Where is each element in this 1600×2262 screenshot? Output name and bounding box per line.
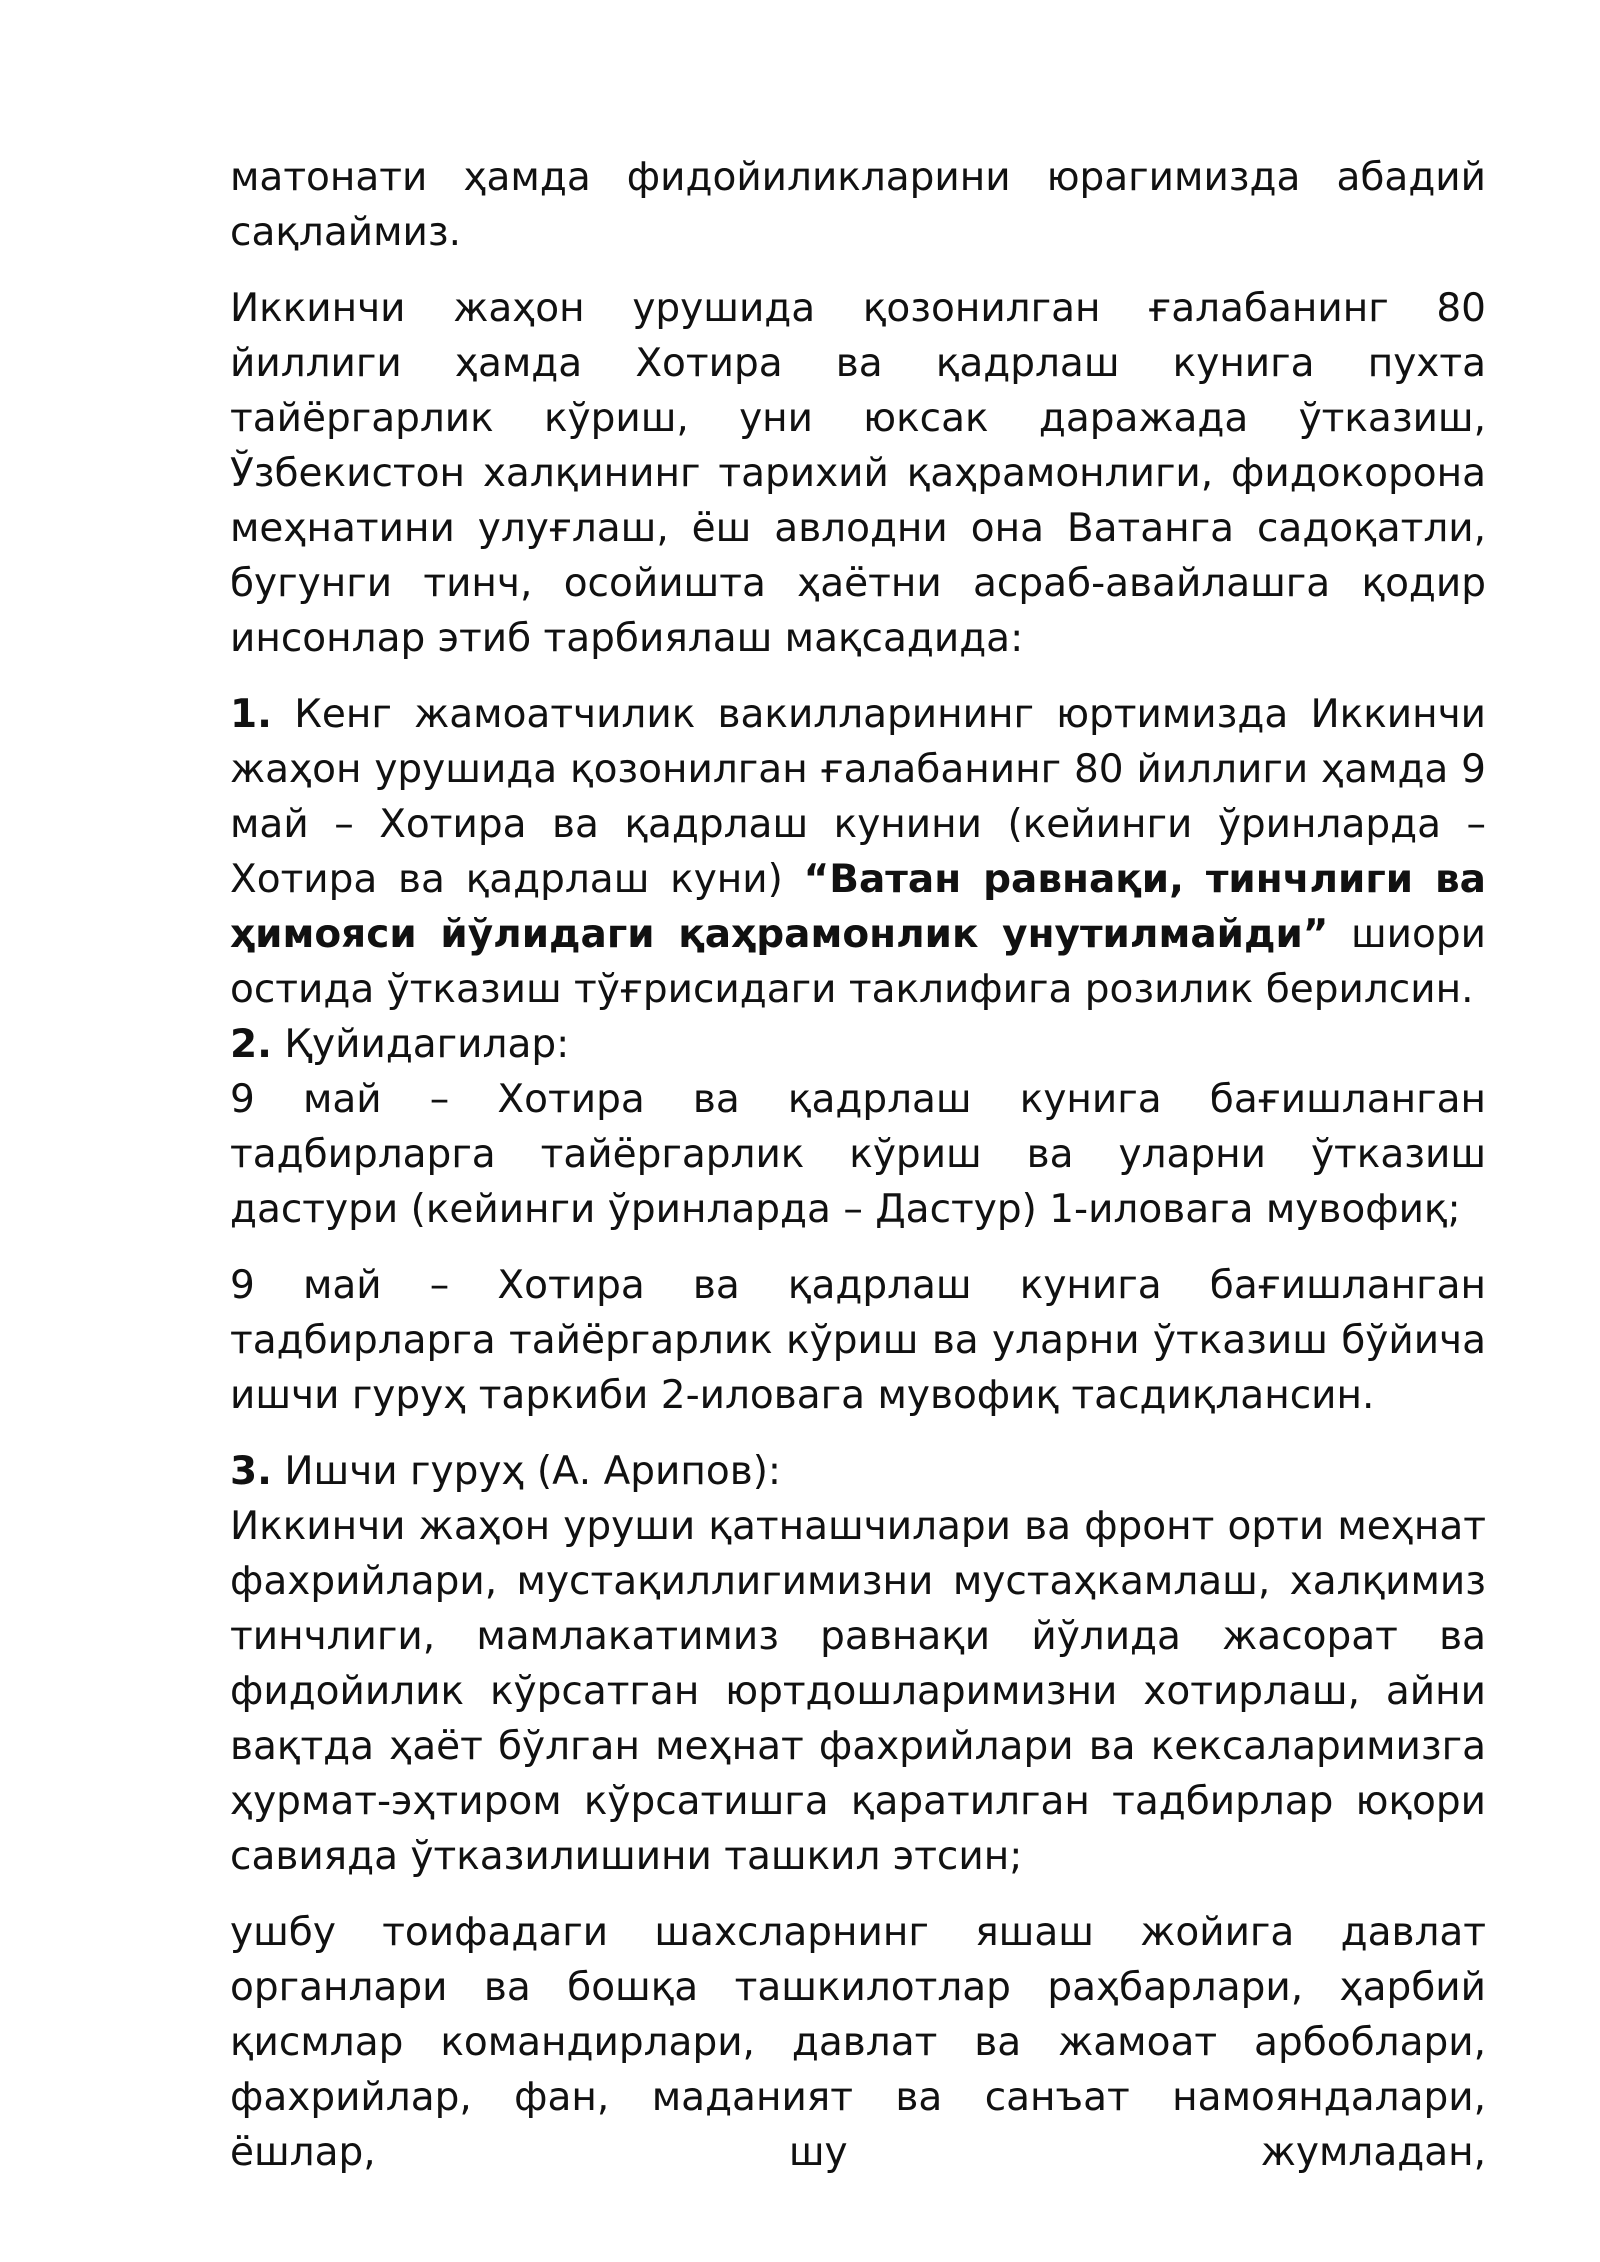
item-1-slogan: “Ватан равнақи, тинчлиги ва ҳимояси йўлидаги қаҳрамонлик унутилмайди” xyxy=(230,857,1486,957)
item-3-number: 3. xyxy=(230,1449,272,1494)
item-1-text-b: шиори остида ўтказиш тўғрисидаги таклифига розилик берилсин. xyxy=(230,912,1486,1012)
item-3-title: Ишчи гуруҳ (А. Арипов): xyxy=(284,1449,782,1494)
item-2-text-2: 9 май – Хотира ва қадрлаш кунига бағишланган тадбирларга тайёргарлик кўриш ва уларни ўтказиш бўйича ишчи гуруҳ таркиби 2-иловага мувофиқ тасдиқлансин. xyxy=(230,1263,1486,1418)
paragraph-continuation: матонати ҳамда фидойиликларини юрагимизда абадий сақлаймиз. xyxy=(230,155,1486,255)
item-1-number: 1. xyxy=(230,692,272,737)
item-3-heading xyxy=(230,1444,1486,1499)
paragraph-preamble: Иккинчи жаҳон урушида қозонилган ғалабанинг 80 йиллиги ҳамда Хотира ва қадрлаш кунига пухта тайёргарлик кўриш, уни юксак даражада ўтказиш, Ўзбекистон халқининг тарихий қаҳрамонлиги, фидокорона меҳнатини улуғлаш, ёш авлодни она Ватанга садоқатли, бугунги тинч, осойишта ҳаётни асраб-авайлашга қодир инсонлар этиб тарбиялаш мақсадида: xyxy=(230,286,1486,661)
item-2-text-1: 9 май – Хотира ва қадрлаш кунига бағишланган тадбирларга тайёргарлик кўриш ва уларни ўтказиш дастури (кейинги ўринларда – Дастур) 1-иловага мувофиқ; xyxy=(230,1077,1486,1232)
item-3-text-2: ушбу тоифадаги шахсларнинг яшаш жойига давлат органлари ва бошқа ташкилотлар раҳбарлари, ҳарбий қисмлар командирлари, давлат ва жамоат арбоблари, фахрийлар, фан, маданият ва санъат намояндалари, ёшлар, шу жумладан, xyxy=(230,1910,1486,2175)
item-1 xyxy=(230,687,1486,1017)
item-2-heading xyxy=(230,1017,1486,1072)
document-page xyxy=(230,150,1486,2180)
item-3-text-1: Иккинчи жаҳон уруши қатнашчилари ва фронт орти меҳнат фахрийлари, мустақиллигимизни мустаҳкамлаш, халқимиз тинчлиги, мамлакатимиз равнақи йўлида жасорат ва фидойилик кўрсатган юртдошларимизни хотирлаш, айни вақтда ҳаёт бўлган меҳнат фахрийлари ва кексаларимизга ҳурмат-эҳтиром кўрсатишга қаратилган тадбирлар юқори савияда ўтказилишини ташкил этсин; xyxy=(230,1504,1486,1879)
item-2-title: Қуйидагилар: xyxy=(284,1022,570,1067)
item-1-text-a: Кенг жамоатчилик вакилларининг юртимизда Иккинчи жаҳон урушида қозонилган ғалабанинг 80 йиллиги ҳамда 9 май – Хотира ва қадрлаш кунини (кейинги ўринларда – Хотира ва қадрлаш куни) xyxy=(230,692,1486,902)
item-2-number: 2. xyxy=(230,1022,272,1067)
